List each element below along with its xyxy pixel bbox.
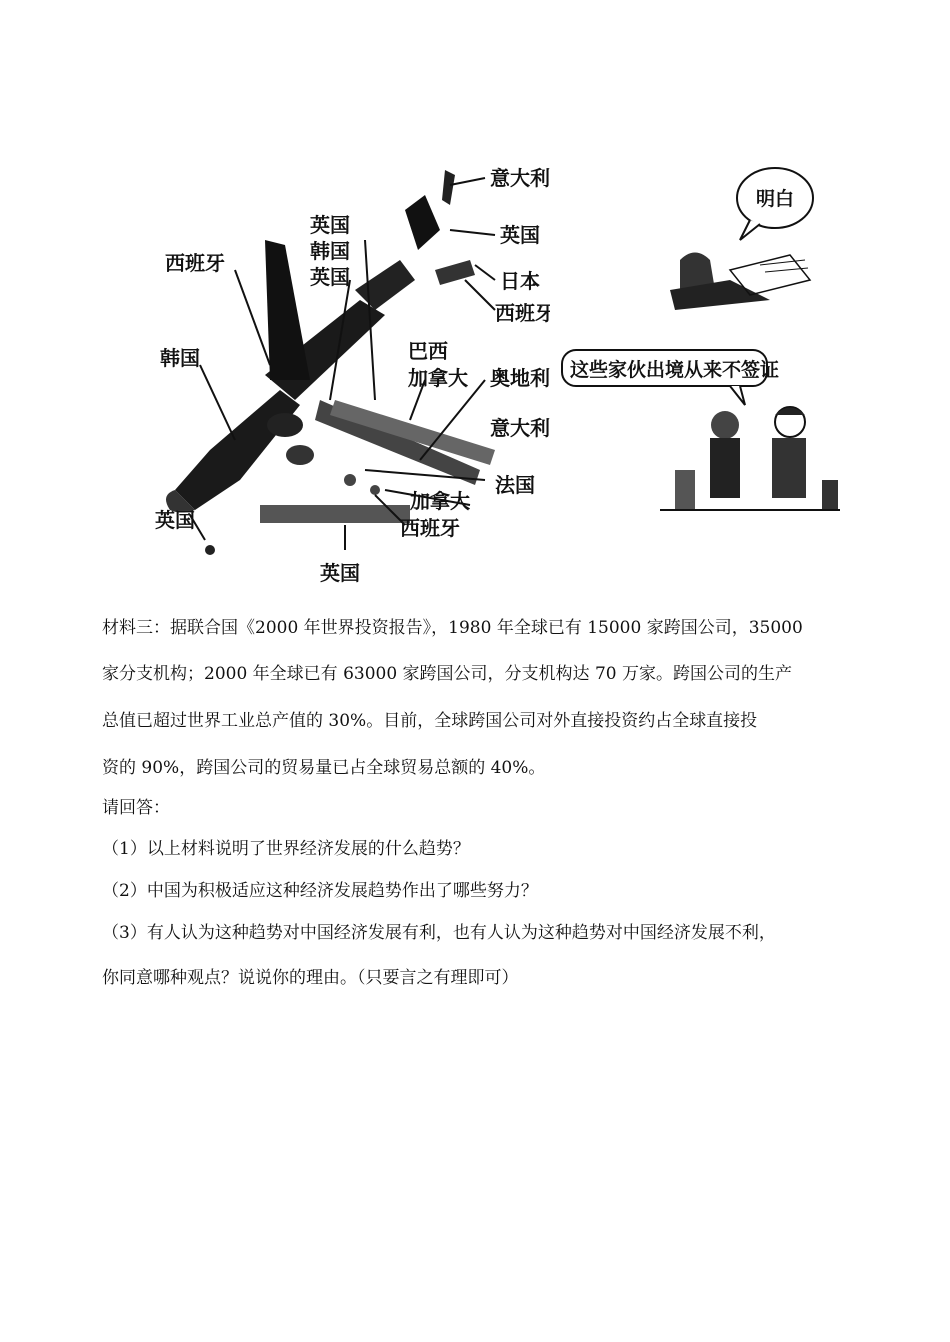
question-3-line-1: （3）有人认为这种趋势对中国经济发展有利，也有人认为这种趋势对中国经济发展不利， xyxy=(102,923,776,943)
airplane-illustration xyxy=(150,150,550,590)
label-italy-1: 意大利 xyxy=(490,166,550,190)
label-italy-2: 意大利 xyxy=(490,416,550,440)
label-canada-2: 加拿大 xyxy=(410,489,470,513)
label-uk-5: 英国 xyxy=(320,561,360,585)
label-canada-1: 加拿大 xyxy=(408,366,468,390)
label-uk-4: 英国 xyxy=(155,508,195,532)
airplane-parts-cartoon xyxy=(150,150,550,590)
label-brazil: 巴西 xyxy=(408,339,448,363)
material3-line-4: 资的 90%，跨国公司的贸易量已占全球贸易总额的 40%。 xyxy=(102,758,546,778)
speech-bubble-top xyxy=(737,168,813,240)
material3-line-3: 总值已超过世界工业总产值的 30%。目前，全球跨国公司对外直接投资约占全球直接投 xyxy=(102,711,758,731)
label-uk-3: 英国 xyxy=(310,265,350,289)
label-korea-1: 韩国 xyxy=(310,239,350,263)
label-uk-2: 英国 xyxy=(310,213,350,237)
bubble-top-text: 明白 xyxy=(756,188,795,210)
border-guards-cartoon xyxy=(560,160,840,520)
material3-line-1: 材料三：据联合国《2000 年世界投资报告》，1980 年全球已有 15000 家跨国公司，35000 xyxy=(102,618,803,638)
bubble-bottom-text: 这些家伙出境从来不签证 xyxy=(570,359,780,381)
answer-prompt: 请回答： xyxy=(102,798,170,818)
material3-line-2: 家分支机构；2000 年全球已有 63000 家跨国公司，分支机构达 70 万家。跨国公司的生产 xyxy=(102,664,792,684)
guard-figures xyxy=(660,407,840,510)
label-spain-3: 西班牙 xyxy=(400,516,460,540)
label-austria: 奥地利 xyxy=(490,366,550,390)
label-uk-1: 英国 xyxy=(500,223,540,247)
question-3-line-2: 你同意哪种观点？说说你的理由。（只要言之有理即可） xyxy=(102,968,519,988)
label-japan: 日本 xyxy=(500,269,540,293)
question-2: （2）中国为积极适应这种经济发展趋势作出了哪些努力？ xyxy=(102,881,538,901)
label-spain-2: 西班牙 xyxy=(165,251,225,275)
speech-bubble-bottom xyxy=(562,350,779,405)
label-france: 法国 xyxy=(495,473,535,497)
official-figure xyxy=(670,253,810,311)
guards-illustration xyxy=(560,160,840,520)
label-spain-1: 西班牙 xyxy=(495,301,550,325)
question-1: （1）以上材料说明了世界经济发展的什么趋势？ xyxy=(102,839,470,859)
label-korea-2: 韩国 xyxy=(160,346,200,370)
